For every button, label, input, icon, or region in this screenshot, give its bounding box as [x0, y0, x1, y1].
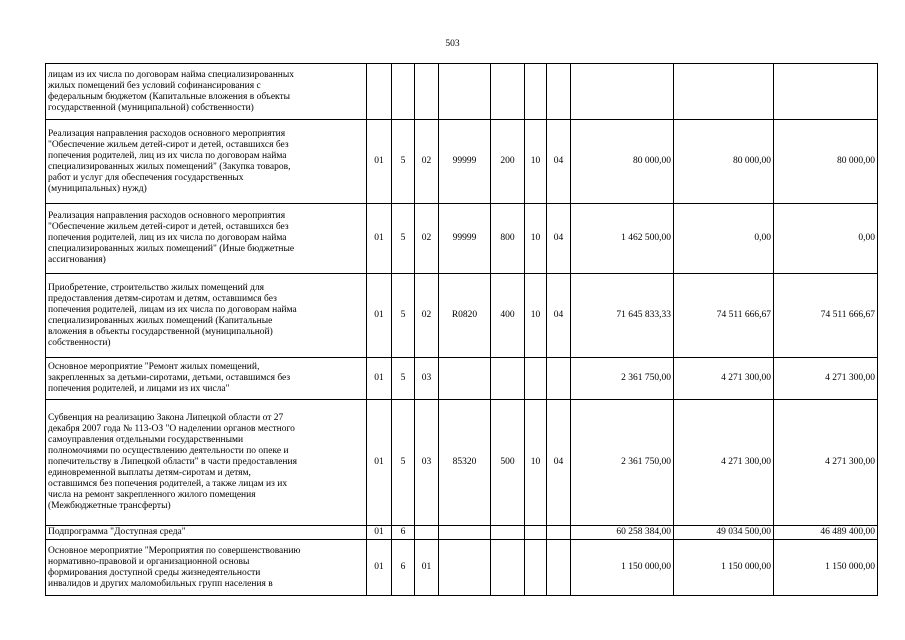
- code-expense-type: 500: [491, 400, 525, 526]
- code-expense-type: [491, 540, 525, 596]
- amount-year-1: 2 361 750,00: [571, 358, 674, 400]
- code-subprogram: [392, 64, 415, 120]
- row-description: Субвенция на реализацию Закона Липецкой области от 27 декабря 2007 года № 113-ОЗ "О наделении органов местного самоуправления отдельными государственными полномочиями по осуществлению деятельности по опеке и попечительству в Липецкой области" в части предоставления единовременной выплаты детям-сиротам и детям, оставшимся без попечения родителей, а также лицам из их числа на ремонт закрепленного жилого помещения (Межбюджетные трансферты): [46, 400, 367, 526]
- amount-year-3: 46 489 400,00: [774, 526, 878, 540]
- page-number: 503: [445, 39, 460, 49]
- code-expense-type: [491, 526, 525, 540]
- amount-year-1: [571, 64, 674, 120]
- code-subsection: 04: [547, 204, 571, 274]
- row-description: Приобретение, строительство жилых помещений для предоставления детям-сиротам и детям, оставшимся без попечения родителей, лицам из их числа по договорам найма специализированных жилых помещений (Капитальные вложения в объекты государственной (муниципальной) собственности): [46, 274, 367, 358]
- code-program: 01: [367, 358, 392, 400]
- code-section: [525, 358, 547, 400]
- code-main-activity: 02: [415, 120, 439, 204]
- amount-year-2: [674, 64, 774, 120]
- amount-year-3: 4 271 300,00: [774, 358, 878, 400]
- row-description: Подпрограмма "Доступная среда": [46, 526, 367, 540]
- row-description: Основное мероприятие "Ремонт жилых помещений, закрепленных за детьми-сиротами, детьми, оставшимся без попечения родителей, и лицами из их числа": [46, 358, 367, 400]
- code-main-activity: 02: [415, 204, 439, 274]
- code-subsection: 04: [547, 120, 571, 204]
- code-section: [525, 526, 547, 540]
- code-program: 01: [367, 526, 392, 540]
- row-description: Основное мероприятие "Мероприятия по совершенствованию нормативно-правовой и организационной основы формирования доступной среды жизнедеятельности инвалидов и других маломобильных групп населения в: [46, 540, 367, 596]
- code-direction: 85320: [439, 400, 491, 526]
- code-expense-type: 400: [491, 274, 525, 358]
- table-row: [46, 400, 878, 526]
- amount-year-1: 71 645 833,33: [571, 274, 674, 358]
- amount-year-2: 49 034 500,00: [674, 526, 774, 540]
- amount-year-1: 80 000,00: [571, 120, 674, 204]
- code-main-activity: 02: [415, 274, 439, 358]
- table-row: [46, 120, 878, 204]
- code-direction: 99999: [439, 204, 491, 274]
- code-section: 10: [525, 204, 547, 274]
- code-direction: R0820: [439, 274, 491, 358]
- code-subsection: [547, 526, 571, 540]
- code-program: [367, 64, 392, 120]
- row-description: лицам из их числа по договорам найма специализированных жилых помещений без условий софинансирования с федеральным бюджетом (Капитальные вложения в объекты государственной (муниципальной) собственности): [46, 64, 367, 120]
- table-row: [46, 274, 878, 358]
- table-body: [46, 64, 878, 596]
- code-subprogram: 6: [392, 540, 415, 596]
- code-main-activity: 03: [415, 358, 439, 400]
- code-subsection: [547, 64, 571, 120]
- table-row: [46, 204, 878, 274]
- amount-year-3: 80 000,00: [774, 120, 878, 204]
- code-direction: 99999: [439, 120, 491, 204]
- amount-year-1: 60 258 384,00: [571, 526, 674, 540]
- code-direction: [439, 64, 491, 120]
- code-subprogram: 5: [392, 358, 415, 400]
- code-subsection: 04: [547, 400, 571, 526]
- amount-year-3: [774, 64, 878, 120]
- amount-year-3: 0,00: [774, 204, 878, 274]
- budget-table: [45, 63, 878, 596]
- code-subprogram: 5: [392, 120, 415, 204]
- code-subprogram: 5: [392, 400, 415, 526]
- code-program: 01: [367, 204, 392, 274]
- code-main-activity: [415, 64, 439, 120]
- amount-year-2: 4 271 300,00: [674, 358, 774, 400]
- amount-year-3: 1 150 000,00: [774, 540, 878, 596]
- amount-year-2: 1 150 000,00: [674, 540, 774, 596]
- amount-year-1: 1 150 000,00: [571, 540, 674, 596]
- code-subsection: 04: [547, 274, 571, 358]
- row-description: Реализация направления расходов основного мероприятия "Обеспечение жильем детей-сирот и детей, оставшихся без попечения родителей, лиц из их числа по договорам найма специализированных жилых помещений" (Закупка товаров, работ и услуг для обеспечения государственных (муниципальных) нужд): [46, 120, 367, 204]
- code-program: 01: [367, 274, 392, 358]
- code-direction: [439, 526, 491, 540]
- table-row: [46, 64, 878, 120]
- row-description: Реализация направления расходов основного мероприятия "Обеспечение жильем детей-сирот и детей, оставшихся без попечения родителей, лиц из их числа по договорам найма специализированных жилых помещений" (Иные бюджетные ассигнования): [46, 204, 367, 274]
- code-program: 01: [367, 400, 392, 526]
- table-row: [46, 526, 878, 540]
- amount-year-1: 2 361 750,00: [571, 400, 674, 526]
- code-direction: [439, 540, 491, 596]
- code-expense-type: 800: [491, 204, 525, 274]
- code-main-activity: 03: [415, 400, 439, 526]
- code-section: [525, 64, 547, 120]
- code-expense-type: [491, 358, 525, 400]
- table-row: [46, 358, 878, 400]
- amount-year-1: 1 462 500,00: [571, 204, 674, 274]
- code-subprogram: 5: [392, 274, 415, 358]
- code-main-activity: 01: [415, 540, 439, 596]
- code-subsection: [547, 358, 571, 400]
- amount-year-3: 4 271 300,00: [774, 400, 878, 526]
- amount-year-2: 0,00: [674, 204, 774, 274]
- code-subsection: [547, 540, 571, 596]
- code-subprogram: 6: [392, 526, 415, 540]
- code-section: 10: [525, 120, 547, 204]
- amount-year-2: 74 511 666,67: [674, 274, 774, 358]
- code-expense-type: 200: [491, 120, 525, 204]
- code-expense-type: [491, 64, 525, 120]
- amount-year-2: 4 271 300,00: [674, 400, 774, 526]
- code-program: 01: [367, 120, 392, 204]
- code-section: [525, 540, 547, 596]
- code-direction: [439, 358, 491, 400]
- code-program: 01: [367, 540, 392, 596]
- amount-year-3: 74 511 666,67: [774, 274, 878, 358]
- code-subprogram: 5: [392, 204, 415, 274]
- code-main-activity: [415, 526, 439, 540]
- table-row: [46, 540, 878, 596]
- code-section: 10: [525, 400, 547, 526]
- amount-year-2: 80 000,00: [674, 120, 774, 204]
- code-section: 10: [525, 274, 547, 358]
